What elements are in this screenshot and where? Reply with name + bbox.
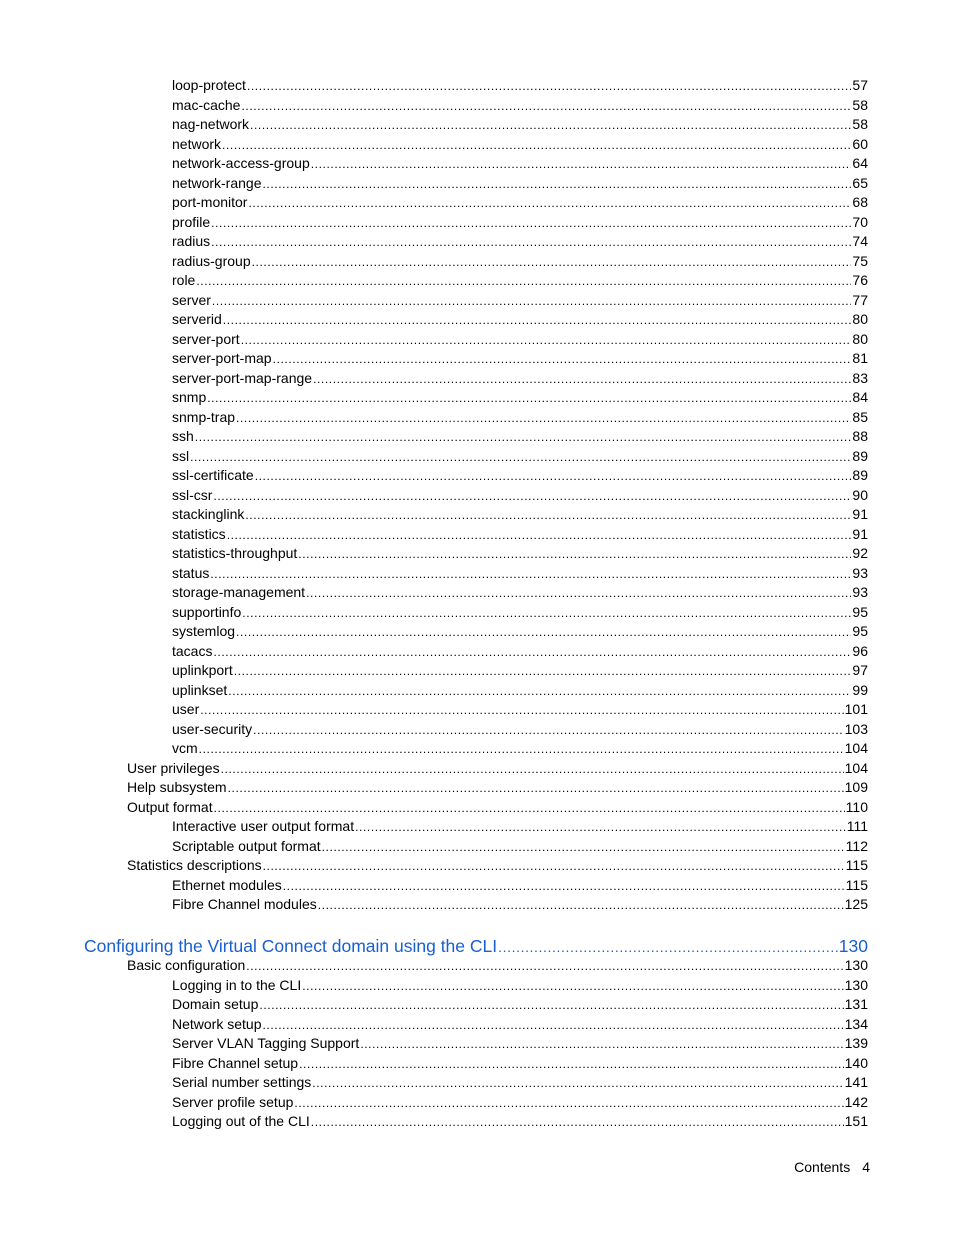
toc-entry-label: ssl xyxy=(172,447,190,464)
toc-entry-page-number: 141 xyxy=(844,1074,868,1090)
toc-entry-label: server-port-map-range xyxy=(172,369,313,386)
toc-entry[interactable] xyxy=(172,995,868,1015)
toc-leader-dots xyxy=(213,643,851,662)
toc-entry-label: server xyxy=(172,291,211,308)
toc-entry-page-number: 95 xyxy=(852,603,868,620)
toc-entry-label: vcm xyxy=(172,740,198,756)
toc-entry[interactable] xyxy=(172,369,868,389)
toc-entry[interactable] xyxy=(127,778,868,798)
toc-leader-dots xyxy=(207,389,851,408)
toc-entry-label: Fibre Channel modules xyxy=(172,896,317,912)
toc-leader-dots xyxy=(227,526,852,545)
toc-leader-dots xyxy=(299,1055,844,1074)
toc-entry[interactable] xyxy=(172,642,868,662)
toc-entry-label: tacacs xyxy=(172,642,213,659)
toc-entry-label: uplinkport xyxy=(172,662,233,678)
toc-entry-page-number: 64 xyxy=(852,155,868,171)
toc-entry[interactable] xyxy=(172,291,868,311)
toc-leader-dots xyxy=(360,1035,843,1054)
toc-entry-page-number: 130 xyxy=(844,957,868,973)
toc-entry[interactable] xyxy=(172,115,868,135)
toc-leader-dots xyxy=(241,331,852,350)
toc-leader-dots xyxy=(210,565,851,584)
toc-entry-label: Basic configuration xyxy=(127,957,246,973)
toc-entry-label: snmp-trap xyxy=(172,408,236,425)
toc-leader-dots xyxy=(213,487,851,506)
toc-leader-dots xyxy=(228,682,851,701)
toc-entry-page-number: 60 xyxy=(852,135,868,152)
toc-entry-page-number: 142 xyxy=(844,1093,868,1110)
toc-entry[interactable] xyxy=(172,876,868,896)
toc-entry[interactable] xyxy=(172,505,868,525)
toc-entry-label: Ethernet modules xyxy=(172,876,282,893)
toc-entry-label: server-port xyxy=(172,330,240,347)
toc-entry[interactable] xyxy=(172,310,868,330)
toc-leader-dots xyxy=(246,957,843,976)
toc-entry[interactable] xyxy=(172,96,868,116)
toc-leader-dots xyxy=(294,1094,843,1113)
toc-entry-label: Output format xyxy=(127,798,213,815)
toc-leader-dots xyxy=(214,799,845,818)
toc-entry-page-number: 111 xyxy=(846,818,868,834)
toc-entry[interactable] xyxy=(172,1054,868,1074)
toc-entry-label: loop-protect xyxy=(172,77,246,93)
toc-entry[interactable] xyxy=(172,447,868,467)
toc-entry-label: systemlog xyxy=(172,623,236,639)
toc-entry-page-number: 110 xyxy=(845,798,868,815)
toc-leader-dots xyxy=(252,253,852,272)
toc-entry-page-number: 89 xyxy=(852,467,868,483)
toc-leader-dots xyxy=(259,996,843,1015)
toc-entry-label: radius-group xyxy=(172,252,251,269)
toc-entry-label: User privileges xyxy=(127,759,220,776)
toc-entry[interactable] xyxy=(172,213,868,233)
toc-leader-dots xyxy=(195,428,852,447)
toc-entry-page-number: 125 xyxy=(844,896,868,912)
toc-entry-page-number: 139 xyxy=(844,1035,868,1051)
toc-entry[interactable] xyxy=(172,466,868,486)
toc-entry[interactable] xyxy=(127,856,868,876)
toc-entry[interactable] xyxy=(172,1034,868,1054)
toc-entry[interactable] xyxy=(172,193,868,213)
toc-entry-page-number: 58 xyxy=(852,116,868,132)
toc-leader-dots xyxy=(262,1016,843,1035)
toc-leader-dots xyxy=(313,370,851,389)
toc-entry[interactable] xyxy=(172,700,868,720)
toc-entry-page-number: 84 xyxy=(852,389,868,405)
toc-entry-page-number: 109 xyxy=(844,779,868,795)
toc-leader-dots xyxy=(199,740,844,759)
toc-entry-label: Fibre Channel setup xyxy=(172,1054,299,1071)
toc-entry-page-number: 91 xyxy=(852,506,868,522)
toc-entry[interactable] xyxy=(172,976,868,996)
toc-leader-dots xyxy=(211,233,851,252)
toc-leader-dots xyxy=(255,467,852,486)
toc-entry-label: nag-network xyxy=(172,116,250,132)
toc-leader-dots xyxy=(312,1074,843,1093)
toc-entry[interactable] xyxy=(172,427,868,447)
toc-entry-page-number: 104 xyxy=(844,759,868,776)
toc-entry-label: supportinfo xyxy=(172,603,242,620)
toc-entry-page-number: 130 xyxy=(838,935,868,956)
toc-entry-label: Configuring the Virtual Connect domain using the CLI xyxy=(84,935,498,956)
toc-entry[interactable] xyxy=(172,252,868,272)
toc-entry[interactable] xyxy=(172,739,868,759)
toc-entry[interactable] xyxy=(172,817,868,837)
toc-entry-page-number: 93 xyxy=(852,584,868,600)
toc-entry[interactable] xyxy=(172,1112,868,1132)
toc-entry-page-number: 115 xyxy=(845,876,868,893)
toc-entry[interactable] xyxy=(172,232,868,252)
toc-entry-label: statistics-throughput xyxy=(172,545,298,561)
toc-entry-label: network-range xyxy=(172,174,262,191)
toc-entry-label: Server VLAN Tagging Support xyxy=(172,1035,360,1051)
toc-leader-dots xyxy=(306,584,851,603)
toc-entry[interactable] xyxy=(172,76,868,96)
toc-entry-page-number: 112 xyxy=(845,837,868,854)
toc-leader-dots xyxy=(223,311,852,330)
footer-page-number: 4 xyxy=(862,1159,870,1175)
toc-entry-page-number: 115 xyxy=(845,857,868,873)
toc-leader-dots xyxy=(234,662,852,681)
toc-entry-page-number: 70 xyxy=(852,213,868,230)
toc-entry[interactable] xyxy=(172,603,868,623)
toc-entry-label: Logging out of the CLI xyxy=(172,1113,310,1129)
toc-leader-dots xyxy=(247,77,851,96)
toc-leader-dots xyxy=(245,506,851,525)
toc-entry-page-number: 103 xyxy=(844,720,868,737)
toc-entry-label: Statistics descriptions xyxy=(127,857,262,873)
toc-entry-page-number: 89 xyxy=(852,447,868,464)
toc-entry-label: ssh xyxy=(172,428,194,444)
toc-chapter-link[interactable] xyxy=(84,935,868,958)
toc-entry-page-number: 140 xyxy=(844,1054,868,1071)
toc-entry-page-number: 93 xyxy=(852,564,868,581)
toc-entry[interactable] xyxy=(172,154,868,174)
toc-entry-page-number: 101 xyxy=(844,701,868,717)
toc-entry-page-number: 96 xyxy=(852,642,868,659)
toc-entry-label: Interactive user output format xyxy=(172,818,355,834)
toc-entry-page-number: 95 xyxy=(852,623,868,639)
toc-entry[interactable] xyxy=(172,1093,868,1113)
toc-entry-label: Network setup xyxy=(172,1015,262,1032)
toc-entry-page-number: 130 xyxy=(844,976,868,993)
toc-entry-page-number: 99 xyxy=(852,681,868,698)
toc-entry-page-number: 92 xyxy=(852,545,868,561)
toc-entry-page-number: 134 xyxy=(844,1015,868,1032)
toc-leader-dots xyxy=(263,857,845,876)
toc-entry[interactable] xyxy=(172,544,868,564)
toc-leader-dots xyxy=(221,760,844,779)
toc-entry-page-number: 80 xyxy=(852,311,868,327)
toc-entry[interactable] xyxy=(127,759,868,779)
toc-entry-page-number: 85 xyxy=(852,408,868,425)
toc-entry-label: Logging in to the CLI xyxy=(172,976,302,993)
toc-entry[interactable] xyxy=(172,330,868,350)
toc-entry-label: stackinglink xyxy=(172,506,245,522)
toc-entry[interactable] xyxy=(172,349,868,369)
toc-leader-dots xyxy=(302,977,843,996)
toc-entry-label: uplinkset xyxy=(172,681,228,698)
toc-leader-dots xyxy=(242,604,851,623)
toc-entry-page-number: 77 xyxy=(852,291,868,308)
toc-entry-label: server-port-map xyxy=(172,350,272,366)
toc-leader-dots xyxy=(498,936,838,958)
toc-entry-page-number: 74 xyxy=(852,233,868,249)
toc-entry[interactable] xyxy=(172,583,868,603)
toc-entry-page-number: 91 xyxy=(852,525,868,542)
toc-entry-page-number: 104 xyxy=(844,740,868,756)
toc-leader-dots xyxy=(211,214,851,233)
toc-leader-dots xyxy=(283,877,845,896)
toc-entry-label: radius xyxy=(172,233,211,249)
toc-entry-label: network-access-group xyxy=(172,155,310,171)
toc-leader-dots xyxy=(222,136,851,155)
toc-entry[interactable] xyxy=(172,408,868,428)
toc-entry[interactable] xyxy=(172,525,868,545)
toc-leader-dots xyxy=(263,175,852,194)
toc-entry-label: Scriptable output format xyxy=(172,837,321,854)
toc-entry-page-number: 68 xyxy=(852,194,868,210)
toc-leader-dots xyxy=(248,194,851,213)
toc-leader-dots xyxy=(228,779,844,798)
toc-leader-dots xyxy=(311,1113,844,1132)
toc-leader-dots xyxy=(253,721,844,740)
toc-entry[interactable] xyxy=(172,564,868,584)
toc-entry[interactable] xyxy=(172,895,868,915)
toc-entry-label: mac-cache xyxy=(172,96,241,113)
toc-leader-dots xyxy=(200,701,843,720)
toc-entry[interactable] xyxy=(172,135,868,155)
toc-entry-page-number: 75 xyxy=(852,252,868,269)
toc-entry-label: Serial number settings xyxy=(172,1074,312,1090)
toc-leader-dots xyxy=(236,623,851,642)
toc-entry-label: serverid xyxy=(172,311,222,327)
toc-entry[interactable] xyxy=(172,1015,868,1035)
toc-entry-label: statistics xyxy=(172,525,226,542)
toc-leader-dots xyxy=(355,818,846,837)
toc-entry-page-number: 131 xyxy=(844,996,868,1012)
toc-entry-page-number: 151 xyxy=(844,1113,868,1129)
toc-entry-page-number: 83 xyxy=(852,369,868,386)
toc-leader-dots xyxy=(311,155,852,174)
toc-entry-label: snmp xyxy=(172,389,207,405)
toc-entry[interactable] xyxy=(172,486,868,506)
toc-entry-page-number: 90 xyxy=(852,486,868,503)
toc-entry-label: storage-management xyxy=(172,584,306,600)
toc-entry-page-number: 65 xyxy=(852,174,868,191)
toc-entry[interactable] xyxy=(172,661,868,681)
toc-leader-dots xyxy=(236,409,851,428)
toc-entry[interactable] xyxy=(172,622,868,642)
toc-entry-page-number: 57 xyxy=(852,77,868,93)
toc-leader-dots xyxy=(212,292,852,311)
toc-leader-dots xyxy=(250,116,851,135)
toc-entry-page-number: 88 xyxy=(852,428,868,444)
toc-leader-dots xyxy=(322,838,845,857)
toc-entry-label: Server profile setup xyxy=(172,1093,294,1110)
toc-entry-label: port-monitor xyxy=(172,194,248,210)
toc-entry[interactable] xyxy=(172,271,868,291)
toc-entry-label: profile xyxy=(172,213,211,230)
toc-entry-page-number: 58 xyxy=(852,96,868,113)
toc-leader-dots xyxy=(298,545,851,564)
toc-entry[interactable] xyxy=(172,388,868,408)
toc-leader-dots xyxy=(273,350,852,369)
toc-entry[interactable] xyxy=(172,720,868,740)
toc-entry-label: Help subsystem xyxy=(127,779,227,795)
toc-entry-label: network xyxy=(172,135,222,152)
toc-entry-page-number: 80 xyxy=(852,330,868,347)
toc-leader-dots xyxy=(241,97,851,116)
toc-entry[interactable] xyxy=(127,798,868,818)
page-footer xyxy=(794,1158,870,1177)
toc-leader-dots xyxy=(190,448,851,467)
toc-entry-label: user-security xyxy=(172,720,253,737)
toc-entry-page-number: 81 xyxy=(852,350,868,366)
toc-entry[interactable] xyxy=(172,681,868,701)
toc-entry[interactable] xyxy=(127,956,868,976)
toc-entry-page-number: 97 xyxy=(852,662,868,678)
toc-entry[interactable] xyxy=(172,174,868,194)
toc-leader-dots xyxy=(318,896,844,915)
toc-entry[interactable] xyxy=(172,1073,868,1093)
toc-entry-label: status xyxy=(172,564,210,581)
toc-entry-label: ssl-certificate xyxy=(172,467,254,483)
toc-entry-label: ssl-csr xyxy=(172,486,213,503)
toc-entry-page-number: 76 xyxy=(852,272,868,288)
toc-leader-dots xyxy=(196,272,851,291)
toc-entry[interactable] xyxy=(172,837,868,857)
toc-entry-label: user xyxy=(172,701,200,717)
toc-entry-label: role xyxy=(172,272,196,288)
footer-section-label: Contents xyxy=(794,1159,851,1175)
toc-entry-label: Domain setup xyxy=(172,996,259,1012)
